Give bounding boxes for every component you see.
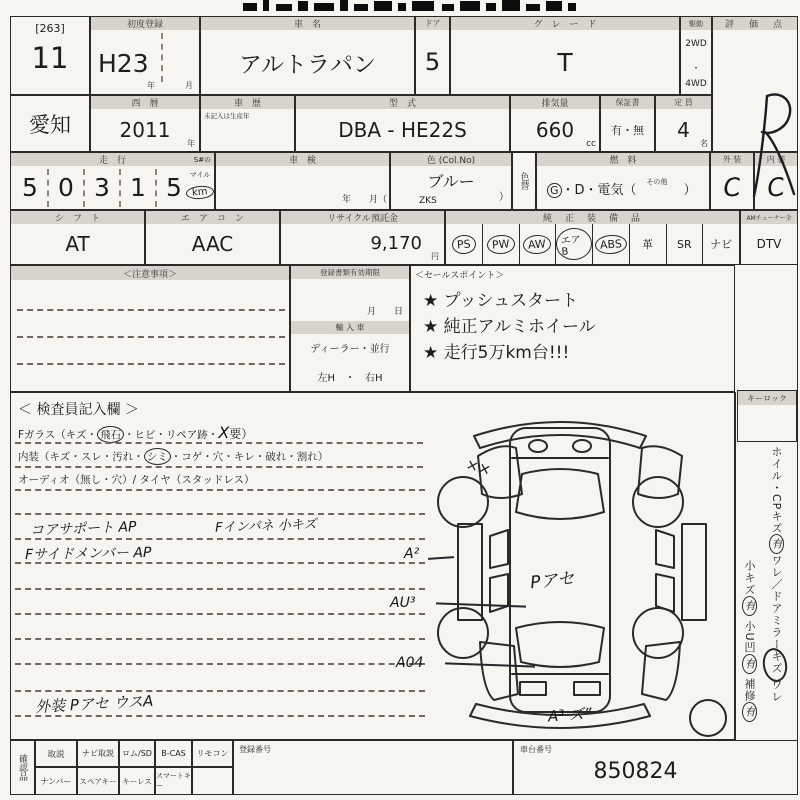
mileage-digit: 1 — [119, 169, 155, 207]
equipment-cell — [445, 210, 740, 265]
sidebar-wheel-label: ホイル・CPキズ — [770, 446, 783, 535]
check-manual: 取説 — [35, 740, 77, 767]
color-change-label: 色替 — [518, 172, 529, 190]
color-code: ZKS — [419, 196, 437, 206]
history-label: 車 歴 — [201, 96, 294, 109]
lot-bracket: [263] — [35, 22, 65, 35]
color-cell — [390, 152, 512, 210]
hw-mark-xx: ×× — [464, 454, 494, 480]
capacity-value: 4 — [677, 118, 690, 142]
fuel-close: ） — [683, 183, 697, 198]
hw-mark-roof-fade: Pアセ — [529, 568, 576, 594]
warranty-label: 保証書 — [601, 96, 654, 109]
inspector-rule — [15, 638, 425, 640]
hw-mark-a04: A04 — [396, 655, 424, 671]
sales-point-3: ★ 走行5万km台!!! — [423, 343, 570, 363]
glass-circled-option: 飛石 — [97, 426, 124, 443]
sales-points-cell — [410, 265, 735, 392]
drive-2wd: 2WD — [685, 39, 707, 49]
documents-validity-units: 月 日 — [366, 307, 403, 317]
capacity-label: 定 員 — [656, 96, 711, 109]
audio-line: オーディオ（無し・穴）/ タイヤ（スタッドレス） — [18, 474, 255, 486]
exterior-grade: C — [721, 172, 743, 203]
inspector-title: ＜ 検査員記入欄 ＞ — [18, 402, 139, 418]
sidebar-repair: 補修 — [743, 678, 756, 703]
inspector-rule — [15, 513, 425, 515]
mileage-label: 走 行 — [11, 153, 214, 166]
mileage-cell — [10, 152, 215, 210]
equipment-item-sr: SR — [666, 224, 703, 264]
sidebar-small-scratch: 小キズ — [743, 560, 756, 596]
chassis-number-label: 車台番号 — [520, 745, 552, 754]
fuel-options — [547, 177, 697, 198]
check-empty-cell — [192, 767, 233, 795]
mileage-sub-label: S#の — [193, 156, 211, 164]
door-label: ドア — [416, 17, 449, 30]
first-registration-divider — [161, 33, 163, 82]
grade-label: グ レ ー ド — [451, 17, 679, 30]
mileage-digit: 5 — [155, 169, 191, 207]
year-label: 西 暦 — [91, 96, 199, 109]
recycle-unit: 円 — [431, 252, 439, 261]
model-label: 型 式 — [296, 96, 509, 109]
car-name-label: 車 名 — [201, 17, 414, 30]
sidebar-mirror-crack: ワレ — [770, 678, 783, 703]
hw-note-core-support: コアサポート AP — [29, 519, 137, 539]
glass-line — [18, 423, 253, 443]
color-paren: ） — [499, 192, 509, 203]
chassis-number-value: 850824 — [593, 759, 678, 784]
check-smart-key: スマートキー — [155, 767, 192, 795]
chassis-number-cell — [513, 740, 798, 795]
drive-4wd: 4WD — [685, 79, 707, 89]
sidebar-options-right — [768, 446, 784, 738]
prefecture-cell — [10, 95, 90, 152]
equipment-row — [446, 224, 739, 264]
drive-dot: ・ — [691, 64, 701, 74]
notes-label: ＜注意事項＞ — [11, 266, 289, 280]
history-note: 未記入は生産年 — [204, 112, 250, 120]
model-value: DBA - HE22S — [338, 118, 467, 142]
glass-pre: Fガラス（キズ・ — [18, 429, 98, 441]
glass-post: 要） — [229, 427, 254, 441]
sidebar-mirror-label: ドアミラーキズ — [770, 590, 783, 675]
equipment-label: 純 正 装 備 品 — [446, 211, 739, 224]
check-rom-sd: ロム/SD — [119, 740, 155, 767]
color-value: ブルー — [427, 172, 475, 191]
year-value: 2011 — [119, 118, 171, 142]
color-label: 色 (Col.No) — [391, 153, 511, 166]
capacity-unit: 名 — [700, 139, 708, 148]
displacement-label: 排気量 — [511, 96, 599, 109]
sales-points-label: ＜セールスポイント＞ — [415, 271, 505, 281]
door-value: 5 — [424, 48, 441, 76]
check-spare-key: スペアキー — [77, 767, 119, 795]
equipment-item-airbag: エアB — [555, 224, 592, 264]
sidebar-small-dent: 小U凹 — [743, 620, 756, 654]
interior-line — [18, 448, 328, 465]
hw-circle-mark — [689, 699, 727, 737]
equipment-item-navi: ナビ — [702, 224, 739, 264]
interior-pre: 内装（キズ・スレ・汚れ・ — [18, 451, 144, 463]
notes-line — [17, 336, 285, 338]
dtv-cell — [740, 210, 798, 265]
inspection-units: 年 月（ — [341, 195, 387, 205]
exterior-label: 外 装 — [711, 153, 753, 166]
lot-number: 11 — [31, 41, 69, 75]
registration-number-label: 登録番号 — [239, 745, 271, 754]
glass-mid: ・ヒビ・リペア跡・ — [124, 429, 219, 441]
check-bcas: B-CAS — [155, 740, 192, 767]
interior-post: ・コゲ・穴・キレ・破れ・割れ） — [170, 451, 329, 463]
sidebar-wheel-mark: 有 — [769, 534, 784, 554]
car-name-cell — [200, 16, 415, 95]
mileage-digit: 3 — [83, 169, 119, 207]
grade-value: T — [557, 47, 573, 77]
history-cell — [200, 95, 295, 152]
checklist-label-cell — [10, 740, 35, 795]
car-damage-diagram — [430, 398, 735, 743]
sidebar-small-scratch-mark: 有 — [742, 596, 757, 616]
checklist-label: 確認品 — [17, 754, 27, 781]
equipment-item-aw: AW — [519, 224, 556, 264]
hw-mark-bottom: A³ ズ” — [547, 704, 593, 726]
sales-point-2: ★ 純正アルミホイール — [423, 317, 596, 337]
displacement-unit: cc — [586, 139, 596, 149]
keylock-cell — [737, 390, 797, 442]
check-number-plate: ナンバー — [35, 767, 77, 795]
score-handwritten — [742, 90, 798, 208]
mileage-unit-top: マイル — [189, 171, 211, 179]
sidebar-wheel-crack: ワレ／ — [770, 554, 783, 591]
grade-cell — [450, 16, 680, 95]
warranty-value: 有・無 — [611, 124, 644, 137]
inspector-rule — [15, 538, 425, 540]
inspector-rule — [15, 466, 423, 468]
equipment-item-ps: PS — [446, 224, 482, 264]
fuel-rest: ・D・電気（ — [561, 183, 637, 198]
year-cell — [90, 95, 200, 152]
dtv-value: DTV — [756, 237, 782, 251]
tuner-label: AMチューナー全 — [741, 211, 797, 224]
recycle-value: 9,170 — [370, 233, 422, 254]
keylock-label: キーロック — [738, 391, 796, 405]
interior-grade: C — [765, 171, 787, 204]
recycle-label: リサイクル預託金 — [281, 211, 444, 224]
hw-note-exterior: 外装 Pアセ ウスA — [34, 691, 154, 717]
sidebar-options-left — [741, 560, 757, 740]
mileage-digit: 0 — [47, 169, 83, 207]
lot-cell — [10, 16, 90, 95]
registration-number-cell — [233, 740, 513, 795]
shift-label: シ フ ト — [11, 211, 144, 224]
check-keyless: キーレス — [119, 767, 155, 795]
hw-note-dash-panel: Fインパネ 小キズ — [214, 517, 317, 536]
warranty-cell — [600, 95, 655, 152]
fuel-gasoline: G — [547, 183, 562, 198]
recycle-cell — [280, 210, 445, 265]
inspector-rule — [15, 613, 425, 615]
documents-validity-label: 登録書類有効期限 — [291, 266, 409, 279]
aircon-value: AAC — [191, 232, 234, 256]
fuel-label: 燃 料 — [537, 153, 709, 166]
inspector-rule — [15, 715, 425, 717]
color-change-cell — [512, 152, 536, 210]
inspector-rule — [15, 588, 425, 590]
inspector-rule — [15, 489, 425, 491]
year-unit: 年 — [187, 139, 195, 148]
shift-cell — [10, 210, 145, 265]
notes-line — [17, 363, 285, 365]
mileage-unit: km — [186, 185, 215, 200]
documents-cell — [290, 265, 410, 392]
check-navi-manual: ナビ取説 — [77, 740, 119, 767]
glass-handwritten-x: X — [218, 423, 230, 442]
car-name-value: アルトラパン — [238, 51, 377, 78]
drive-label: 駆動 — [681, 17, 711, 30]
sales-point-1: ★ プッシュスタート — [423, 291, 579, 311]
inspector-rule — [15, 442, 423, 444]
first-reg-month-unit: 月 — [185, 81, 193, 90]
model-cell — [295, 95, 510, 152]
first-registration-cell — [90, 16, 200, 95]
mileage-unit-wrap — [185, 180, 215, 199]
mileage-digit: 5 — [22, 172, 38, 202]
import-label: 輸 入 車 — [291, 321, 409, 334]
interior-circled-option: シミ — [144, 448, 171, 465]
check-remote: リモコン — [192, 740, 233, 767]
hw-note-side-member: Fサイドメンバー AP — [24, 544, 152, 564]
prefecture-value: 愛知 — [29, 112, 71, 137]
door-cell — [415, 16, 450, 95]
inspection-cell — [215, 152, 390, 210]
sidebar-repair-mark: 有 — [742, 702, 757, 722]
interior-label: 内 装 — [755, 153, 797, 166]
hw-mark-au3: AU³ — [390, 595, 416, 611]
shift-value: AT — [65, 232, 90, 256]
first-reg-year-unit: 年 — [147, 81, 155, 90]
inspector-rule — [15, 663, 425, 665]
inspector-rule — [15, 690, 425, 692]
drive-cell — [680, 16, 712, 95]
score-label: 評 価 点 — [713, 17, 797, 30]
first-registration-value: H23 — [98, 49, 149, 78]
fuel-other: その他 — [646, 178, 668, 186]
displacement-cell — [510, 95, 600, 152]
equipment-item-leather: 革 — [629, 224, 666, 264]
aircon-cell — [145, 210, 280, 265]
equipment-item-abs: ABS — [592, 224, 629, 264]
mileage-digits — [13, 168, 191, 207]
import-options: ディーラー・並行 — [310, 344, 390, 355]
handle-options: 左H ・ 右H — [317, 373, 383, 384]
inspection-label: 車 検 — [216, 153, 389, 166]
aircon-label: エ ア コ ン — [146, 211, 279, 224]
fuel-cell — [536, 152, 710, 210]
sidebar-small-dent-mark: 有 — [742, 654, 757, 674]
equipment-item-pw: PW — [482, 224, 519, 264]
notes-line — [17, 309, 285, 311]
displacement-value: 660 — [535, 118, 575, 142]
hw-mark-a2: A² — [404, 546, 420, 562]
notes-cell — [10, 265, 290, 392]
capacity-cell — [655, 95, 712, 152]
first-registration-label: 初度登録 — [91, 17, 199, 30]
